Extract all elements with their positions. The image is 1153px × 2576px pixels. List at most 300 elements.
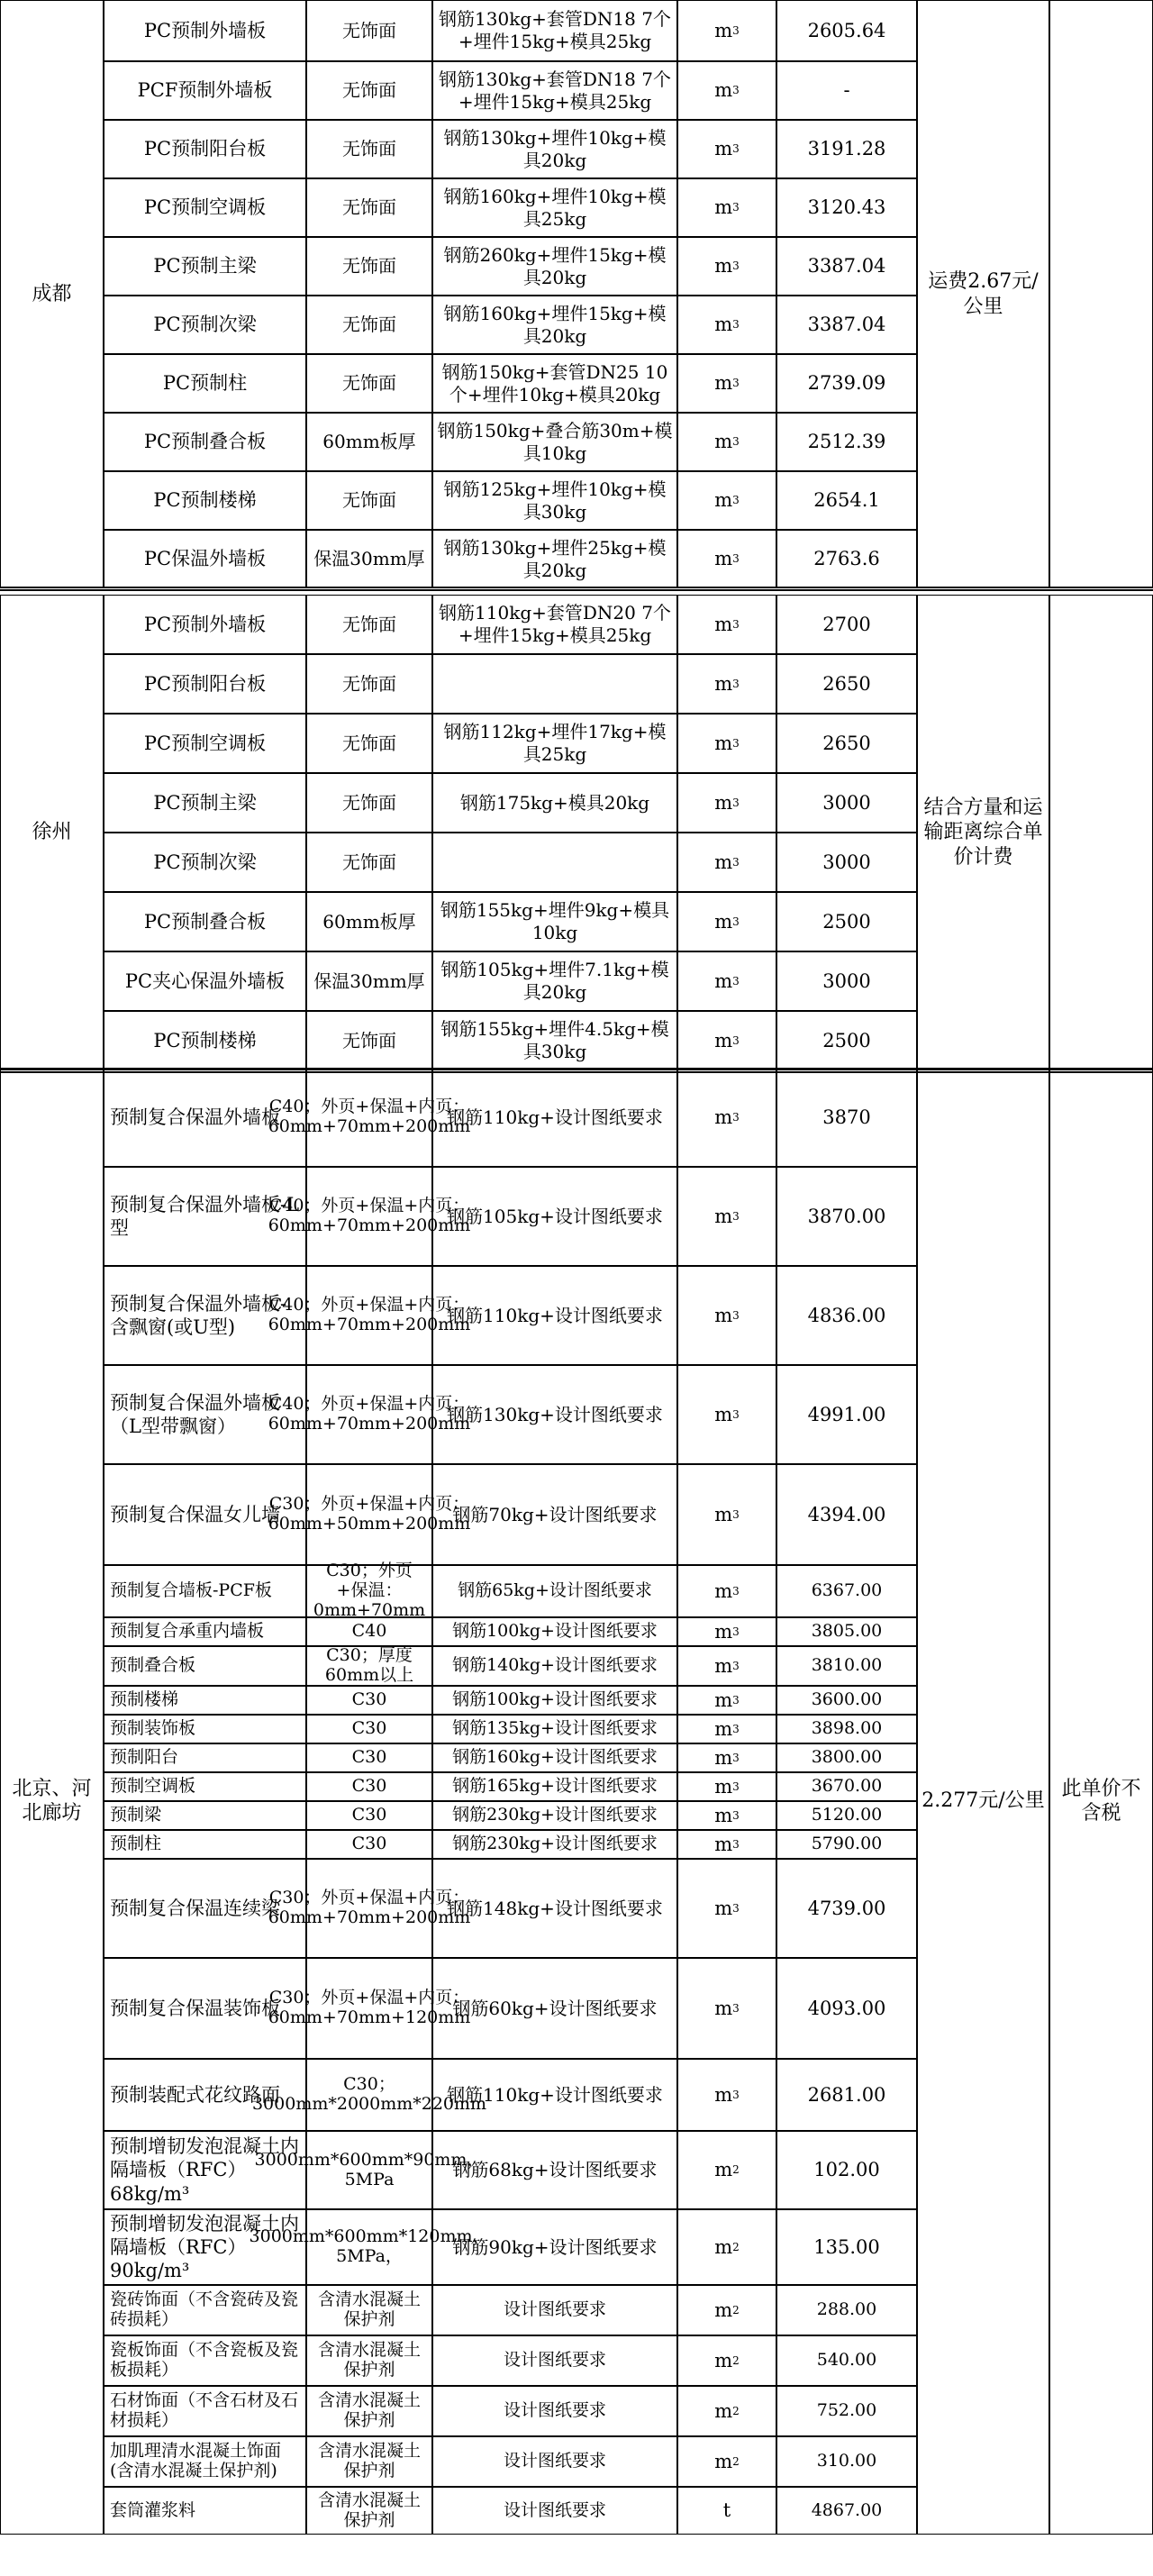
product-name-cell: 预制复合保温外墙板-L型 <box>104 1167 306 1266</box>
materials-cell: 钢筋130kg+设计图纸要求 <box>432 1365 677 1464</box>
unit-price-cell: 752.00 <box>776 2386 917 2436</box>
unit-price-cell: 3191.28 <box>776 120 917 178</box>
unit-price-cell: 3000 <box>776 833 917 892</box>
materials-cell: 钢筋130kg+套管DN18 7个+埋件15kg+模具25kg <box>432 0 677 61</box>
product-name-cell: PC预制外墙板 <box>104 0 306 61</box>
unit-price-cell: 3870.00 <box>776 1167 917 1266</box>
finish-spec-cell: 无饰面 <box>306 654 432 714</box>
unit-exponent: 3 <box>732 259 740 272</box>
finish-spec-cell: C30；外页+保温+内页：60mm+70mm+120mm <box>306 1958 432 2059</box>
materials-cell: 设计图纸要求 <box>432 2335 677 2386</box>
materials-cell: 钢筋105kg+埋件7.1kg+模具20kg <box>432 951 677 1011</box>
unit-cell <box>677 2209 776 2285</box>
product-name-cell: PC保温外墙板 <box>104 530 306 588</box>
unit-exponent: 3 <box>732 1693 740 1707</box>
unit-cell <box>677 2487 776 2535</box>
unit-symbol: m <box>714 1620 733 1643</box>
unit-exponent: 3 <box>732 377 740 389</box>
unit-price-cell: 2500 <box>776 892 917 951</box>
materials-cell: 钢筋135kg+设计图纸要求 <box>432 1715 677 1743</box>
unit-symbol: m <box>714 196 733 219</box>
materials-cell: 钢筋160kg+设计图纸要求 <box>432 1743 677 1772</box>
unit-cell <box>677 1772 776 1801</box>
transport-fee-cell: 结合方量和运输距离综合单价计费 <box>917 595 1049 1070</box>
unit-exponent: 3 <box>732 796 740 809</box>
unit-symbol: m <box>714 1304 733 1326</box>
finish-spec-cell: C30；厚度60mm以上 <box>306 1646 432 1686</box>
unit-cell <box>677 654 776 714</box>
product-name-cell: 石材饰面（不含石材及石材损耗） <box>104 2386 306 2436</box>
unit-exponent: 2 <box>732 2353 740 2367</box>
city-cell: 成都 <box>0 0 104 588</box>
materials-cell: 设计图纸要求 <box>432 2285 677 2335</box>
unit-price-cell: 3387.04 <box>776 237 917 296</box>
finish-spec-cell: C30；外页+保温：0mm+70mm <box>306 1565 432 1617</box>
remark-cell <box>1049 595 1153 1070</box>
unit-price-cell: 3387.04 <box>776 296 917 354</box>
product-name-cell: PC预制次梁 <box>104 833 306 892</box>
unit-price-cell: 102.00 <box>776 2131 917 2209</box>
unit-symbol: m <box>714 1746 733 1769</box>
unit-price-cell: 4836.00 <box>776 1266 917 1365</box>
unit-cell <box>677 413 776 471</box>
finish-spec-cell: 60mm板厚 <box>306 413 432 471</box>
unit-symbol: m <box>714 548 733 570</box>
unit-cell <box>677 2436 776 2487</box>
materials-cell <box>432 654 677 714</box>
product-name-cell: 预制复合承重内墙板 <box>104 1617 306 1646</box>
unit-symbol: m <box>714 138 733 160</box>
unit-price-cell: 4739.00 <box>776 1859 917 1958</box>
transport-fee-cell: 2.277元/公里 <box>917 1068 1049 2535</box>
transport-fee-cell: 运费2.67元/公里 <box>917 0 1049 588</box>
product-name-cell: 预制阳台 <box>104 1743 306 1772</box>
unit-cell <box>677 1011 776 1070</box>
unit-price-cell: 4093.00 <box>776 1958 917 2059</box>
product-name-cell: 加肌理清水混凝土饰面(含清水混凝土保护剂) <box>104 2436 306 2487</box>
materials-cell: 钢筋260kg+埋件15kg+模具20kg <box>432 237 677 296</box>
materials-cell: 钢筋230kg+设计图纸要求 <box>432 1801 677 1830</box>
finish-spec-cell: 60mm板厚 <box>306 892 432 951</box>
product-name-cell: PC夹心保温外墙板 <box>104 951 306 1011</box>
unit-price-cell: 310.00 <box>776 2436 917 2487</box>
unit-exponent: 3 <box>732 1901 740 1915</box>
finish-spec-cell: 无饰面 <box>306 0 432 61</box>
unit-exponent: 3 <box>732 974 740 988</box>
unit-price-cell: 2739.09 <box>776 354 917 413</box>
unit-exponent: 3 <box>732 318 740 331</box>
unit-price-cell: 4867.00 <box>776 2487 917 2535</box>
unit-price-cell: 3000 <box>776 773 917 833</box>
materials-cell: 钢筋130kg+埋件25kg+模具20kg <box>432 530 677 588</box>
materials-cell: 设计图纸要求 <box>432 2436 677 2487</box>
unit-cell <box>677 773 776 833</box>
unit-exponent: 3 <box>732 677 740 690</box>
unit-symbol: m <box>714 1029 733 1051</box>
materials-cell: 钢筋65kg+设计图纸要求 <box>432 1565 677 1617</box>
finish-spec-cell: 无饰面 <box>306 178 432 237</box>
unit-price-cell: 540.00 <box>776 2335 917 2386</box>
materials-cell: 钢筋155kg+埋件4.5kg+模具30kg <box>432 1011 677 1070</box>
unit-cell <box>677 296 776 354</box>
unit-symbol: m <box>714 1106 733 1128</box>
product-name-cell: 预制复合保温外墙板-含飘窗(或U型) <box>104 1266 306 1365</box>
unit-symbol: m <box>714 969 733 992</box>
materials-cell: 钢筋90kg+设计图纸要求 <box>432 2209 677 2285</box>
materials-cell: 设计图纸要求 <box>432 2487 677 2535</box>
unit-exponent: 2 <box>732 2303 740 2317</box>
unit-price-cell: 5790.00 <box>776 1830 917 1859</box>
unit-exponent: 2 <box>732 2404 740 2417</box>
remark-cell: 此单价不含税 <box>1049 1068 1153 2535</box>
unit-cell <box>677 1686 776 1715</box>
unit-cell <box>677 892 776 951</box>
finish-spec-cell: 无饰面 <box>306 1011 432 1070</box>
unit-price-cell: 3810.00 <box>776 1646 917 1686</box>
unit-exponent: 3 <box>732 1033 740 1047</box>
section-separator <box>0 587 1153 591</box>
unit-cell <box>677 2386 776 2436</box>
unit-symbol: m <box>714 2083 733 2106</box>
product-name-cell: PC预制叠合板 <box>104 892 306 951</box>
unit-cell <box>677 237 776 296</box>
materials-cell: 钢筋110kg+设计图纸要求 <box>432 1068 677 1167</box>
materials-cell: 钢筋100kg+设计图纸要求 <box>432 1686 677 1715</box>
finish-spec-cell: C40；外页+保温+内页：60mm+70mm+200mm <box>306 1167 432 1266</box>
unit-symbol: m <box>714 1804 733 1826</box>
unit-exponent: 3 <box>732 1659 740 1672</box>
unit-cell <box>677 2059 776 2131</box>
unit-cell <box>677 1715 776 1743</box>
finish-spec-cell: 无饰面 <box>306 296 432 354</box>
unit-exponent: 3 <box>732 1780 740 1793</box>
finish-spec-cell: 无饰面 <box>306 354 432 413</box>
unit-exponent: 3 <box>732 1507 740 1521</box>
materials-cell: 钢筋68kg+设计图纸要求 <box>432 2131 677 2209</box>
product-name-cell: PC预制阳台板 <box>104 120 306 178</box>
unit-exponent: 3 <box>732 201 740 214</box>
unit-price-cell: 3120.43 <box>776 178 917 237</box>
materials-cell: 钢筋155kg+埋件9kg+模具10kg <box>432 892 677 951</box>
product-name-cell: 预制装配式花纹路面 <box>104 2059 306 2131</box>
unit-price-cell: 3898.00 <box>776 1715 917 1743</box>
product-name-cell: 预制复合保温女儿墙 <box>104 1464 306 1565</box>
unit-cell <box>677 354 776 413</box>
product-name-cell: 预制复合墙板-PCF板 <box>104 1565 306 1617</box>
finish-spec-cell: 含清水混凝土保护剂 <box>306 2487 432 2535</box>
unit-price-cell: 135.00 <box>776 2209 917 2285</box>
unit-exponent: 3 <box>732 1751 740 1764</box>
product-name-cell: PC预制次梁 <box>104 296 306 354</box>
unit-symbol: m <box>714 672 733 695</box>
finish-spec-cell: 无饰面 <box>306 237 432 296</box>
unit-symbol: m <box>714 851 733 873</box>
finish-spec-cell: 无饰面 <box>306 595 432 654</box>
product-name-cell: PC预制主梁 <box>104 237 306 296</box>
unit-symbol: m <box>714 2450 733 2472</box>
unit-exponent: 3 <box>732 855 740 869</box>
unit-symbol: m <box>714 2399 733 2422</box>
finish-spec-cell: C40 <box>306 1617 432 1646</box>
finish-spec-cell: 含清水混凝土保护剂 <box>306 2386 432 2436</box>
unit-cell <box>677 1068 776 1167</box>
product-name-cell: PC预制主梁 <box>104 773 306 833</box>
finish-spec-cell: C40；外页+保温+内页：60mm+70mm+200mm <box>306 1365 432 1464</box>
unit-exponent: 2 <box>732 2454 740 2468</box>
finish-spec-cell: C30；外页+保温+内页：60mm+50mm+200mm <box>306 1464 432 1565</box>
materials-cell: 钢筋140kg+设计图纸要求 <box>432 1646 677 1686</box>
unit-cell <box>677 1859 776 1958</box>
unit-price-cell: 3870 <box>776 1068 917 1167</box>
unit-symbol: t <box>722 2499 731 2522</box>
materials-cell: 钢筋100kg+设计图纸要求 <box>432 1617 677 1646</box>
product-name-cell: 瓷板饰面（不含瓷板及瓷板损耗） <box>104 2335 306 2386</box>
materials-cell: 钢筋70kg+设计图纸要求 <box>432 1464 677 1565</box>
unit-cell <box>677 1958 776 2059</box>
product-name-cell: PC预制空调板 <box>104 714 306 773</box>
product-name-cell: 预制复合保温连续梁 <box>104 1859 306 1958</box>
finish-spec-cell: C30 <box>306 1686 432 1715</box>
unit-price-cell: 2605.64 <box>776 0 917 61</box>
city-cell: 北京、河北廊坊 <box>0 1068 104 2535</box>
unit-cell <box>677 178 776 237</box>
finish-spec-cell: C30 <box>306 1743 432 1772</box>
unit-price-cell: 2700 <box>776 595 917 654</box>
product-name-cell: 套筒灌浆料 <box>104 2487 306 2535</box>
unit-price-cell: 4991.00 <box>776 1365 917 1464</box>
unit-cell <box>677 471 776 530</box>
unit-symbol: m <box>714 314 733 336</box>
finish-spec-cell: C30 <box>306 1801 432 1830</box>
finish-spec-cell: C30 <box>306 1772 432 1801</box>
product-name-cell: PC预制叠合板 <box>104 413 306 471</box>
finish-spec-cell: C30 <box>306 1715 432 1743</box>
unit-symbol: m <box>714 1997 733 2019</box>
unit-price-cell: 4394.00 <box>776 1464 917 1565</box>
unit-exponent: 3 <box>732 494 740 506</box>
unit-price-cell: 3000 <box>776 951 917 1011</box>
unit-price-cell: - <box>776 61 917 120</box>
product-name-cell: 预制增韧发泡混凝土内隔墙板（RFC）90kg/m³ <box>104 2209 306 2285</box>
finish-spec-cell: 含清水混凝土保护剂 <box>306 2436 432 2487</box>
finish-spec-cell: C30；3000mm*2000mm*220mm <box>306 2059 432 2131</box>
materials-cell: 钢筋130kg+套管DN18 7个+埋件15kg+模具25kg <box>432 61 677 120</box>
product-name-cell: 预制梁 <box>104 1801 306 1830</box>
unit-exponent: 3 <box>732 1110 740 1124</box>
finish-spec-cell: 含清水混凝土保护剂 <box>306 2335 432 2386</box>
product-name-cell: 预制柱 <box>104 1830 306 1859</box>
unit-symbol: m <box>714 255 733 278</box>
unit-exponent: 3 <box>732 23 740 37</box>
finish-spec-cell: 无饰面 <box>306 833 432 892</box>
unit-exponent: 3 <box>732 915 740 928</box>
unit-symbol: m <box>714 372 733 395</box>
unit-exponent: 3 <box>732 1407 740 1421</box>
unit-symbol: m <box>714 1717 733 1740</box>
product-name-cell: PC预制楼梯 <box>104 471 306 530</box>
materials-cell: 钢筋110kg+设计图纸要求 <box>432 1266 677 1365</box>
unit-cell <box>677 1801 776 1830</box>
finish-spec-cell: 无饰面 <box>306 120 432 178</box>
unit-symbol: m <box>714 1403 733 1425</box>
materials-cell: 钢筋125kg+埋件10kg+模具30kg <box>432 471 677 530</box>
product-name-cell: PC预制外墙板 <box>104 595 306 654</box>
finish-spec-cell: 3000mm*600mm*90mm，5MPa <box>306 2131 432 2209</box>
unit-price-cell: 2681.00 <box>776 2059 917 2131</box>
unit-exponent: 3 <box>732 1808 740 1822</box>
unit-cell <box>677 1565 776 1617</box>
unit-exponent: 3 <box>732 1584 740 1597</box>
unit-price-cell: 2650 <box>776 654 917 714</box>
materials-cell: 钢筋160kg+埋件10kg+模具25kg <box>432 178 677 237</box>
materials-cell: 钢筋112kg+埋件17kg+模具25kg <box>432 714 677 773</box>
unit-symbol: m <box>714 613 733 635</box>
unit-price-cell: 3670.00 <box>776 1772 917 1801</box>
finish-spec-cell: 无饰面 <box>306 471 432 530</box>
unit-exponent: 3 <box>732 736 740 750</box>
unit-exponent: 3 <box>732 2001 740 2015</box>
unit-symbol: m <box>714 1775 733 1798</box>
product-name-cell: 预制复合保温外墙板 <box>104 1068 306 1167</box>
unit-exponent: 3 <box>732 1837 740 1851</box>
unit-exponent: 3 <box>732 2088 740 2101</box>
product-name-cell: PC预制楼梯 <box>104 1011 306 1070</box>
unit-symbol: m <box>714 1503 733 1525</box>
materials-cell: 钢筋105kg+设计图纸要求 <box>432 1167 677 1266</box>
finish-spec-cell: C30 <box>306 1830 432 1859</box>
product-name-cell: PC预制空调板 <box>104 178 306 237</box>
unit-cell <box>677 595 776 654</box>
unit-symbol: m <box>714 1897 733 1919</box>
finish-spec-cell: 无饰面 <box>306 61 432 120</box>
unit-price-cell: 2763.6 <box>776 530 917 588</box>
unit-exponent: 3 <box>732 1308 740 1322</box>
unit-exponent: 3 <box>732 142 740 155</box>
unit-symbol: m <box>714 910 733 933</box>
materials-cell: 钢筋175kg+模具20kg <box>432 773 677 833</box>
finish-spec-cell: 保温30mm厚 <box>306 951 432 1011</box>
unit-symbol: m <box>714 79 733 102</box>
unit-price-cell: 2654.1 <box>776 471 917 530</box>
unit-cell <box>677 833 776 892</box>
unit-cell <box>677 1365 776 1464</box>
unit-symbol: m <box>714 2298 733 2321</box>
materials-cell: 钢筋150kg+叠合筋30m+模具10kg <box>432 413 677 471</box>
unit-cell <box>677 714 776 773</box>
unit-symbol: m <box>714 1689 733 1711</box>
materials-cell: 钢筋230kg+设计图纸要求 <box>432 1830 677 1859</box>
unit-symbol: m <box>714 732 733 754</box>
unit-price-cell: 2500 <box>776 1011 917 1070</box>
finish-spec-cell: 3000mm*600mm*120mm，5MPa， <box>306 2209 432 2285</box>
materials-cell: 钢筋148kg+设计图纸要求 <box>432 1859 677 1958</box>
unit-cell <box>677 1464 776 1565</box>
materials-cell: 钢筋160kg+埋件15kg+模具20kg <box>432 296 677 354</box>
materials-cell: 钢筋150kg+套管DN25 10个+埋件10kg+模具20kg <box>432 354 677 413</box>
materials-cell: 设计图纸要求 <box>432 2386 677 2436</box>
unit-cell <box>677 120 776 178</box>
unit-cell <box>677 951 776 1011</box>
remark-cell <box>1049 0 1153 588</box>
unit-price-cell: 3600.00 <box>776 1686 917 1715</box>
materials-cell <box>432 833 677 892</box>
unit-symbol: m <box>714 2349 733 2371</box>
unit-symbol: m <box>714 791 733 814</box>
product-name-cell: 瓷砖饰面（不含瓷砖及瓷砖损耗） <box>104 2285 306 2335</box>
unit-symbol: m <box>714 1654 733 1677</box>
product-name-cell: 预制叠合板 <box>104 1646 306 1686</box>
unit-cell <box>677 1743 776 1772</box>
unit-price-cell: 3805.00 <box>776 1617 917 1646</box>
unit-symbol: m <box>714 1205 733 1227</box>
unit-exponent: 2 <box>732 2163 740 2176</box>
unit-exponent: 3 <box>732 617 740 631</box>
unit-cell <box>677 0 776 61</box>
materials-cell: 钢筋110kg+设计图纸要求 <box>432 2059 677 2131</box>
unit-exponent: 2 <box>732 2240 740 2253</box>
unit-symbol: m <box>714 1579 733 1602</box>
product-name-cell: 预制楼梯 <box>104 1686 306 1715</box>
unit-cell <box>677 1830 776 1859</box>
product-name-cell: 预制装饰板 <box>104 1715 306 1743</box>
finish-spec-cell: 保温30mm厚 <box>306 530 432 588</box>
finish-spec-cell: 含清水混凝土保护剂 <box>306 2285 432 2335</box>
finish-spec-cell: C40；外页+保温+内页：60mm+70mm+200mm <box>306 1068 432 1167</box>
unit-cell <box>677 2285 776 2335</box>
finish-spec-cell: 无饰面 <box>306 773 432 833</box>
unit-price-cell: 2512.39 <box>776 413 917 471</box>
unit-symbol: m <box>714 19 733 41</box>
unit-cell <box>677 61 776 120</box>
city-cell: 徐州 <box>0 595 104 1070</box>
unit-exponent: 3 <box>732 1722 740 1735</box>
unit-exponent: 3 <box>732 435 740 448</box>
product-name-cell: PC预制柱 <box>104 354 306 413</box>
unit-cell <box>677 1266 776 1365</box>
unit-price-cell: 3800.00 <box>776 1743 917 1772</box>
unit-price-cell: 288.00 <box>776 2285 917 2335</box>
materials-cell: 钢筋110kg+套管DN20 7个+埋件15kg+模具25kg <box>432 595 677 654</box>
unit-price-cell: 2650 <box>776 714 917 773</box>
product-name-cell: 预制复合保温装饰板 <box>104 1958 306 2059</box>
product-name-cell: 预制增韧发泡混凝土内隔墙板（RFC）68kg/m³ <box>104 2131 306 2209</box>
unit-exponent: 3 <box>732 552 740 565</box>
unit-exponent: 3 <box>732 1209 740 1223</box>
unit-cell <box>677 1617 776 1646</box>
unit-symbol: m <box>714 489 733 512</box>
unit-symbol: m <box>714 1833 733 1855</box>
unit-cell <box>677 530 776 588</box>
unit-price-cell: 5120.00 <box>776 1801 917 1830</box>
unit-cell <box>677 1646 776 1686</box>
finish-spec-cell: 无饰面 <box>306 714 432 773</box>
unit-symbol: m <box>714 2159 733 2181</box>
unit-cell <box>677 2131 776 2209</box>
product-name-cell: PC预制阳台板 <box>104 654 306 714</box>
product-name-cell: 预制复合保温外墙板（L型带飘窗） <box>104 1365 306 1464</box>
unit-symbol: m <box>714 2235 733 2258</box>
unit-cell <box>677 2335 776 2386</box>
materials-cell: 钢筋60kg+设计图纸要求 <box>432 1958 677 2059</box>
materials-cell: 钢筋165kg+设计图纸要求 <box>432 1772 677 1801</box>
unit-symbol: m <box>714 431 733 453</box>
product-name-cell: PCF预制外墙板 <box>104 61 306 120</box>
product-name-cell: 预制空调板 <box>104 1772 306 1801</box>
materials-cell: 钢筋130kg+埋件10kg+模具20kg <box>432 120 677 178</box>
unit-price-cell: 6367.00 <box>776 1565 917 1617</box>
finish-spec-cell: C40；外页+保温+内页：60mm+70mm+200mm <box>306 1266 432 1365</box>
unit-exponent: 3 <box>732 84 740 96</box>
